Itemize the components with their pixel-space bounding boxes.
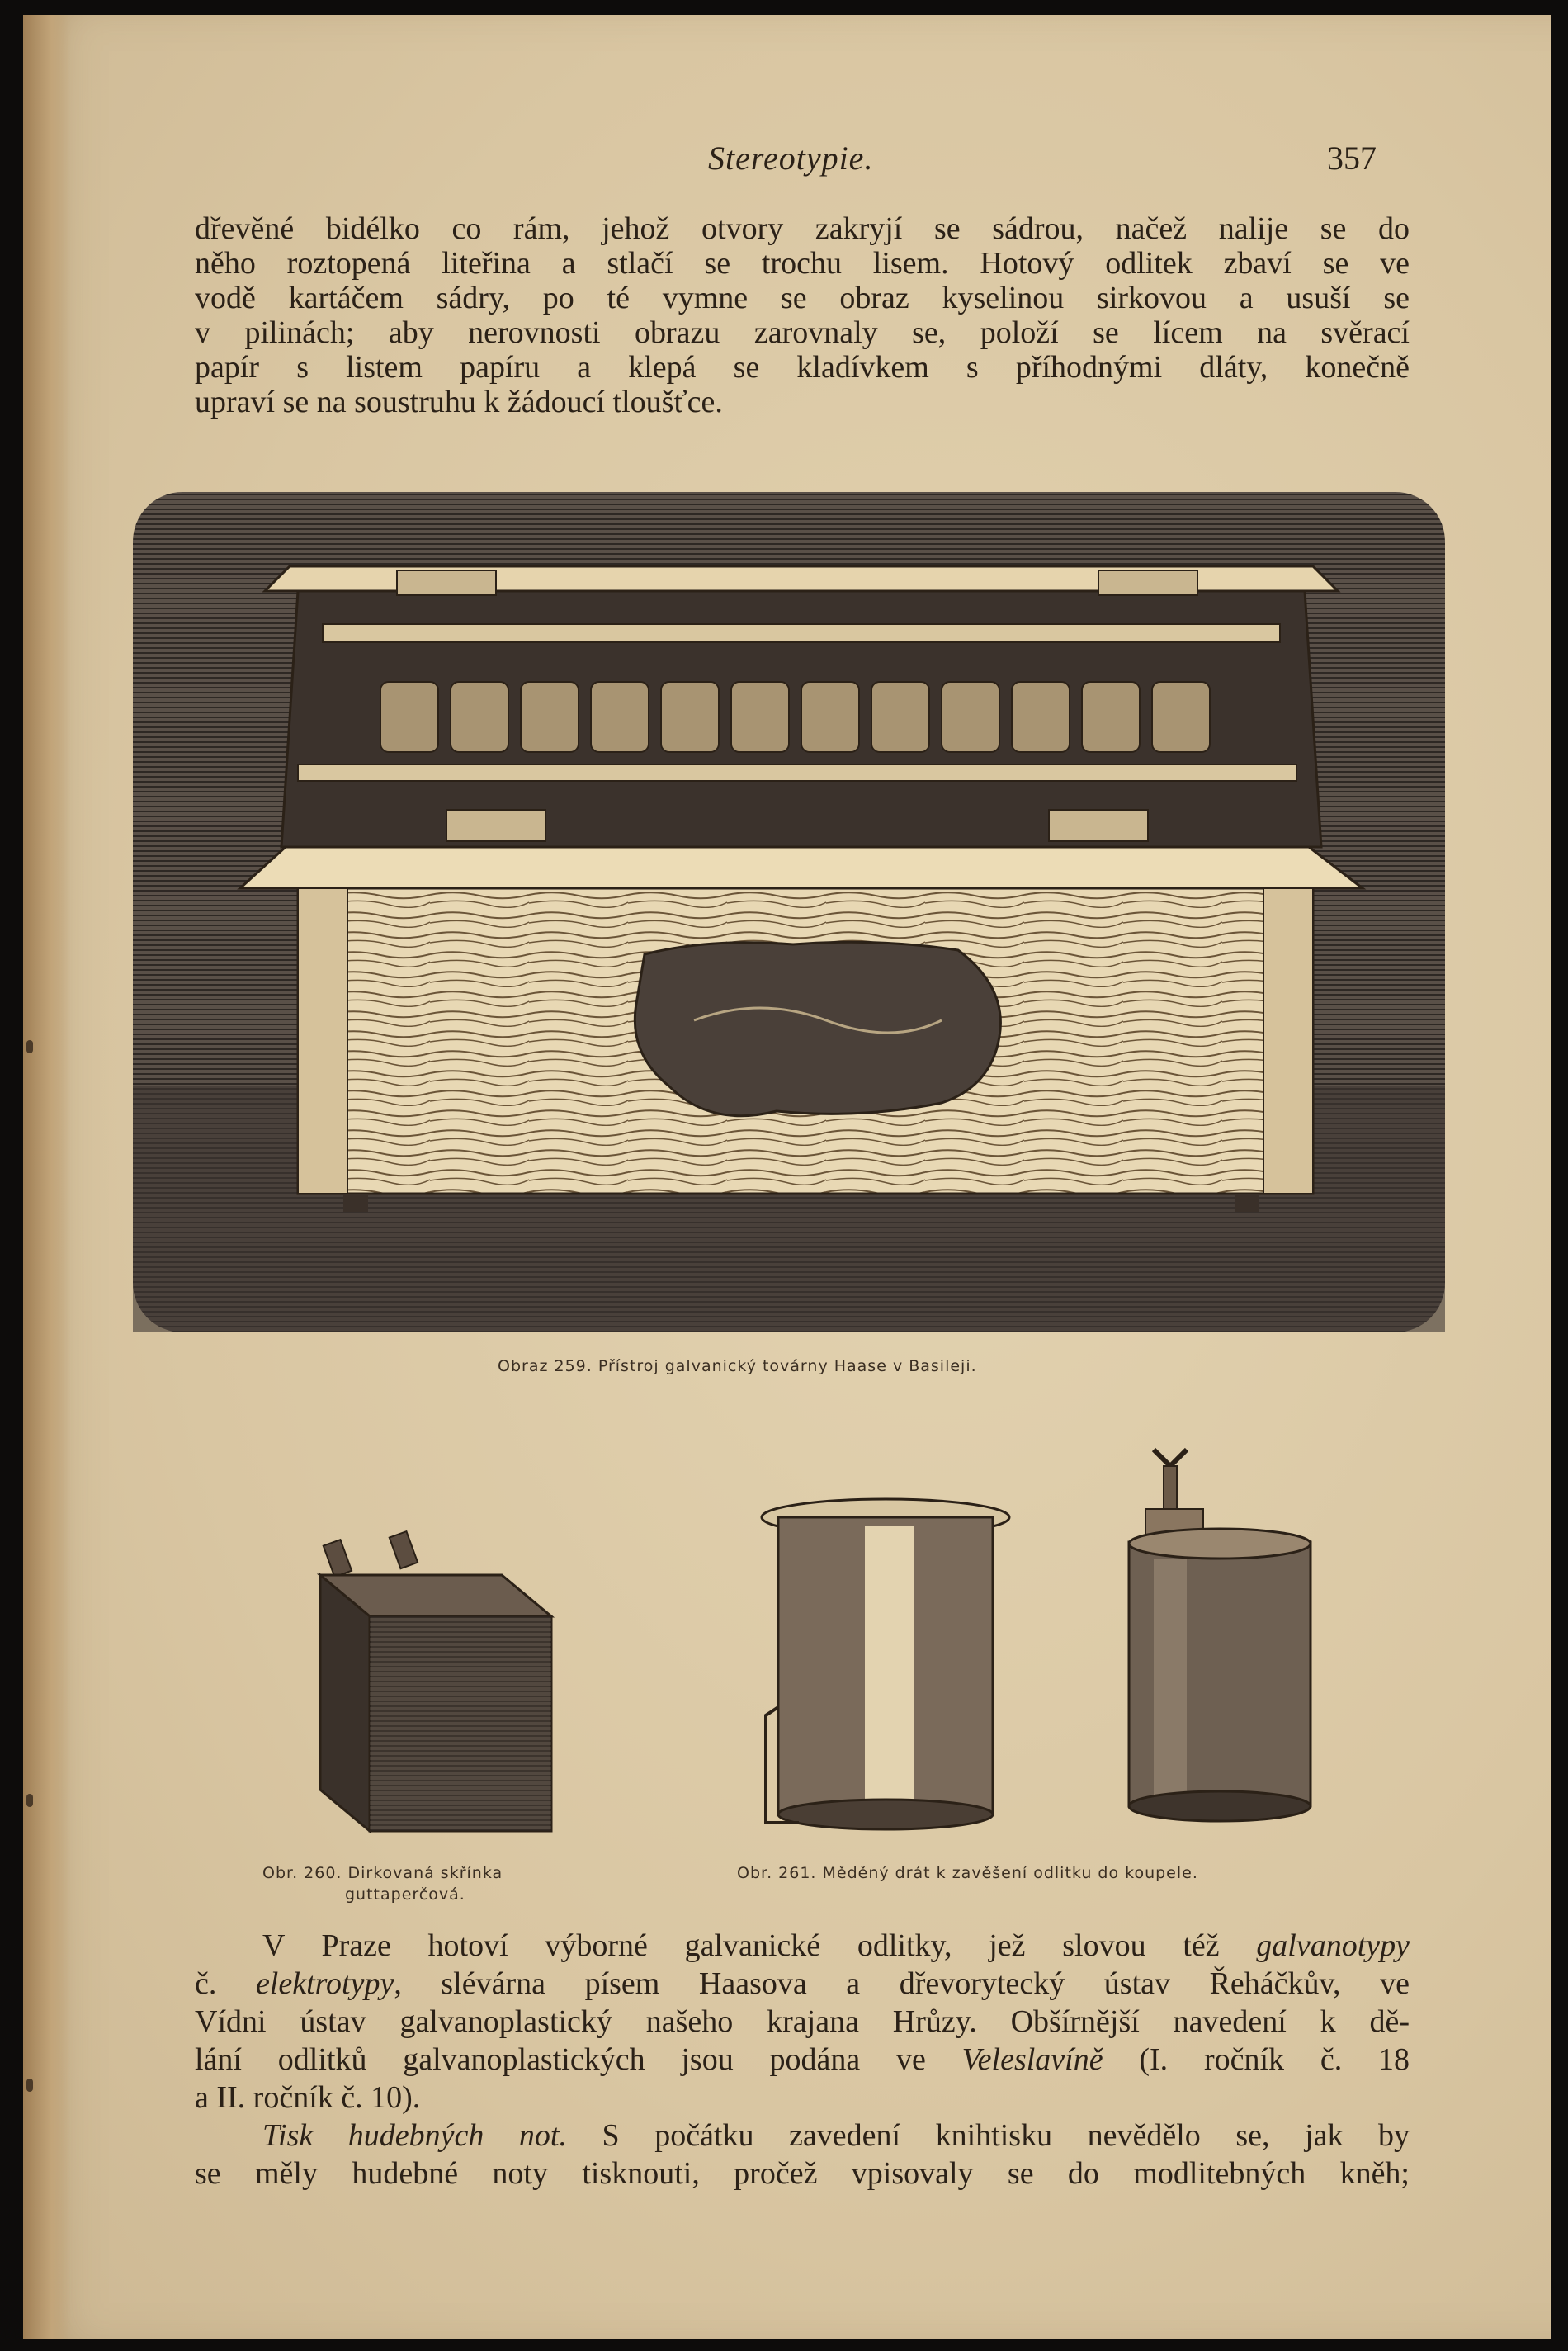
text-line: Tisk hudebných not. S počátku zavedení knihtisku nevědělo se, jak by [262,2118,1410,2153]
margin-mark [26,1794,33,1807]
cylinder-with-clamp-engraving [1096,1443,1344,1831]
running-header-title: Stereotypie. [708,140,874,177]
text-line: a II. ročník č. 10). [195,2080,421,2115]
book-spine-shadow [23,15,71,2339]
text-line: lání odlitků galvanoplastických jsou podána ve Veleslavíně (I. ročník č. 18 [195,2042,1410,2077]
text-line: se měly hudebné noty tisknouti, pročež vpisovaly se do modlitebných kněh; [195,2156,1410,2191]
text-line: dřevěné bidélko co rám, jehož otvory zakryjí se sádrou, načež nalije se do [195,211,1410,246]
text-line: v pilinách; aby nerovnosti obrazu zarovnaly se, položí se lícem na svěrací [195,315,1410,350]
text-line: Vídni ústav galvanoplastický našeho krajana Hrůzy. Obšírnější navedení k dě- [195,2004,1410,2039]
book-page [23,15,1551,2339]
text-line: vodě kartáčem sádry, po té vymne se obraz kyselinou sirkovou a usuší se [195,281,1410,315]
figure-259-caption: Obraz 259. Přístroj galvanický továrny Haase v Basileji. [498,1357,977,1375]
perforated-box-engraving [295,1526,593,1839]
figure-261-caption: Obr. 261. Měděný drát k zavěšení odlitku do koupele. [737,1864,1198,1882]
figure-260-caption-line2: guttaperčová. [345,1885,465,1904]
galvanic-apparatus-engraving [133,492,1445,1332]
text-line: V Praze hotoví výborné galvanické odlitky, jež slovou též galvanotypy [262,1928,1410,1963]
copper-cylinder-engraving [749,1492,1022,1839]
page-number: 357 [1327,140,1377,177]
margin-mark [26,2079,33,2092]
text-line: papír s listem papíru a klepá se kladívkem s příhodnými dláty, konečně [195,350,1410,385]
text-line: něho roztopená liteřina a stlačí se trochu lisem. Hotový odlitek zbaví se ve [195,246,1410,281]
figure-260-caption-line1: Obr. 260. Dirkovaná skřínka [262,1864,503,1882]
text-line: upraví se na soustruhu k žádoucí tloušťce. [195,385,723,419]
margin-mark [26,1040,33,1053]
text-line: č. elektrotypy, slévárna písem Haasova a dřevorytecký ústav Řeháčkův, ve [195,1966,1410,2001]
